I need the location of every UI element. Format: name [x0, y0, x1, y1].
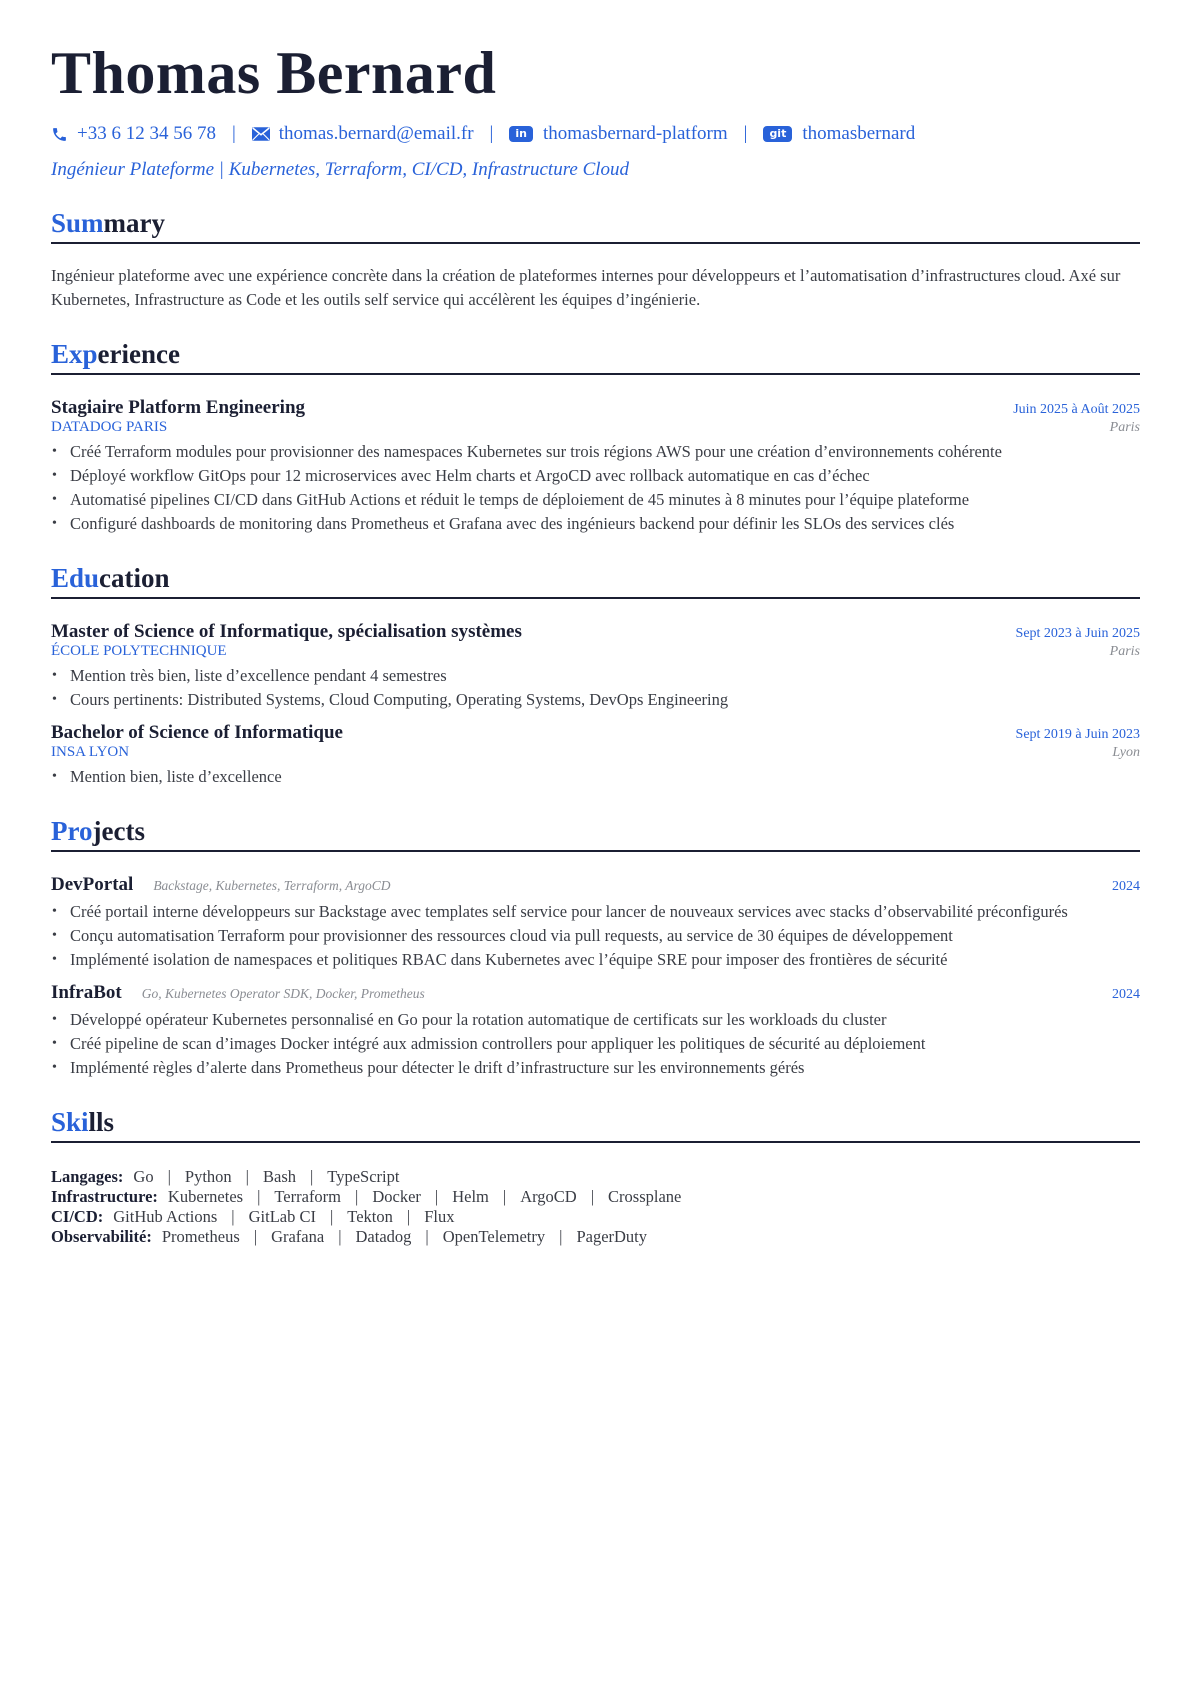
email-address: thomas.bernard@email.fr — [278, 123, 474, 144]
project-bullets — [51, 900, 1140, 972]
project-title: DevPortal — [51, 874, 134, 895]
skill-item: Kubernetes — [167, 1187, 244, 1206]
degree-bullets — [51, 765, 1140, 789]
git-icon: git — [763, 126, 792, 142]
skill-category: Infrastructure: — [51, 1187, 158, 1206]
project-tech: Backstage, Kubernetes, Terraform, ArgoCD — [153, 878, 391, 893]
skill-row — [51, 1167, 1140, 1187]
list-item: • Mention très bien, liste d’excellence pendant 4 semestres — [51, 664, 1140, 688]
candidate-name — [51, 38, 1140, 108]
headline: Ingénieur Plateforme | Kubernetes, Terraform, CI/CD, Infrastructure Cloud — [51, 159, 630, 180]
separator: | — [590, 1187, 595, 1206]
last-name: Bernard — [276, 40, 497, 106]
skill-category: Langages: — [51, 1167, 124, 1186]
heading-accent: Edu — [51, 563, 100, 593]
skill-item: Terraform — [274, 1187, 342, 1206]
github-contact[interactable] — [763, 123, 915, 145]
school-name: ÉCOLE POLYTECHNIQUE — [51, 643, 227, 659]
skill-item: Tekton — [347, 1207, 393, 1226]
project-title: InfraBot — [51, 982, 122, 1003]
list-item: • Mention bien, liste d’excellence — [51, 765, 1140, 789]
separator: | — [329, 1207, 334, 1226]
experience-heading — [51, 338, 1140, 375]
skill-item: TypeScript — [327, 1167, 400, 1186]
skill-item: Flux — [424, 1207, 455, 1226]
list-item: • Automatisé pipelines CI/CD dans GitHub Actions et réduit le temps de déploiement de 45 minutes à 8 minutes pour l’équipe plateforme — [51, 488, 1140, 512]
degree-dates: Sept 2023 à Juin 2025 — [1015, 626, 1140, 641]
phone-number: +33 6 12 34 56 78 — [77, 123, 216, 144]
skill-category: Observabilité: — [51, 1227, 152, 1246]
job-bullets — [51, 440, 1140, 536]
degree-dates: Sept 2019 à Juin 2023 — [1015, 727, 1140, 742]
skill-item: Datadog — [355, 1227, 412, 1246]
separator: | — [489, 123, 494, 144]
company-name: DATADOG PARIS — [51, 419, 168, 435]
separator: | — [559, 1227, 563, 1246]
school-name: INSA LYON — [51, 744, 130, 760]
list-item: • Configuré dashboards de monitoring dans Prometheus et Grafana avec des ingénieurs backend pour définir les SLOs des services clés — [51, 512, 1140, 536]
school-location: Lyon — [1112, 745, 1140, 760]
skill-item: Go — [133, 1167, 154, 1186]
skill-item: Grafana — [271, 1227, 325, 1246]
education-entry — [51, 621, 1140, 712]
separator: | — [253, 1227, 258, 1246]
list-item: • Créé Terraform modules pour provisionner des namespaces Kubernetes sur trois régions AWS pour une création d’environnements cohérente — [51, 440, 1140, 464]
list-item: • Implémenté isolation de namespaces et politiques RBAC dans Kubernetes avec l’équipe SRE pour imposer des frontières de sécurité — [51, 948, 1140, 972]
skill-row — [51, 1207, 1140, 1227]
skill-row — [51, 1227, 1140, 1247]
job-location: Paris — [1109, 420, 1140, 435]
separator: | — [502, 1187, 507, 1206]
separator: | — [231, 123, 236, 144]
heading-accent: Exp — [51, 339, 98, 369]
linkedin-contact[interactable] — [509, 123, 727, 145]
degree-title: Master of Science of Informatique, spécialisation systèmes — [51, 621, 522, 642]
skill-category: CI/CD: — [51, 1207, 104, 1226]
heading-rest: mary — [103, 208, 166, 238]
list-item: • Créé portail interne développeurs sur Backstage avec templates self service pour lancer de nouveaux services avec stacks d’observabilité préconfigurés — [51, 900, 1140, 924]
skill-item: ArgoCD — [520, 1187, 577, 1206]
education-entry — [51, 722, 1140, 789]
projects-heading — [51, 815, 1140, 852]
separator: | — [167, 1167, 171, 1186]
separator: | — [434, 1187, 439, 1206]
education-heading — [51, 562, 1140, 599]
separator: | — [338, 1227, 342, 1246]
separator: | — [245, 1167, 249, 1186]
skill-item: Bash — [262, 1167, 296, 1186]
heading-accent: Sum — [51, 208, 104, 238]
github-handle: thomasbernard — [802, 123, 916, 144]
skill-item: Docker — [372, 1187, 421, 1206]
separator: | — [355, 1187, 359, 1206]
school-location: Paris — [1109, 644, 1140, 659]
skill-item: OpenTelemetry — [442, 1227, 546, 1246]
degree-bullets — [51, 664, 1140, 712]
skill-item: GitHub Actions — [113, 1207, 218, 1226]
email-contact[interactable] — [252, 123, 474, 145]
project-entry — [51, 874, 1140, 972]
separator: | — [743, 123, 748, 144]
list-item: • Déployé workflow GitOps pour 12 microservices avec Helm charts et ArgoCD avec rollback automatique en cas d’échec — [51, 464, 1140, 488]
linkedin-handle: thomasbernard-platform — [542, 123, 728, 144]
degree-title: Bachelor of Science of Informatique — [51, 722, 343, 743]
separator: | — [309, 1167, 314, 1186]
skill-item: Python — [184, 1167, 232, 1186]
phone-contact[interactable] — [51, 123, 216, 145]
contact-bar — [51, 122, 1140, 146]
skills-heading — [51, 1106, 1140, 1143]
summary-heading — [51, 207, 1140, 244]
list-item: • Créé pipeline de scan d’images Docker intégré aux admission controllers pour appliquer les politiques de sécurité au déploiement — [51, 1032, 1140, 1056]
list-item: • Conçu automatisation Terraform pour provisionner des ressources cloud via pull requests, au service de 30 équipes de développement — [51, 924, 1140, 948]
project-year: 2024 — [1112, 987, 1140, 1002]
separator: | — [406, 1207, 411, 1226]
linkedin-icon: in — [509, 126, 533, 142]
project-tech: Go, Kubernetes Operator SDK, Docker, Prometheus — [141, 986, 425, 1001]
project-bullets — [51, 1008, 1140, 1080]
skill-item: Prometheus — [161, 1227, 240, 1246]
skill-row — [51, 1187, 1140, 1207]
project-year: 2024 — [1112, 879, 1140, 894]
heading-rest: jects — [92, 816, 145, 846]
job-title: Stagiaire Platform Engineering — [51, 397, 306, 418]
heading-accent: Pro — [51, 816, 93, 846]
skill-item: Crossplane — [608, 1187, 682, 1206]
heading-accent: Ski — [51, 1107, 89, 1137]
skill-item: Helm — [452, 1187, 489, 1206]
phone-icon — [51, 126, 68, 143]
experience-entry — [51, 397, 1140, 536]
list-item: • Implémenté règles d’alerte dans Prometheus pour détecter le drift d’infrastructure sur les environnements gérés — [51, 1056, 1140, 1080]
heading-rest: cation — [99, 563, 170, 593]
separator: | — [425, 1227, 429, 1246]
summary-text: Ingénieur plateforme avec une expérience concrète dans la création de plateformes internes pour développeurs et l’automatisation d’infrastructures cloud. Axé sur Kubernetes, Infrastructure as Code et les outils self service qui accélèrent les équipes d’ingénierie. — [51, 266, 1121, 309]
list-item: • Cours pertinents: Distributed Systems, Cloud Computing, Operating Systems, DevOps Engineering — [51, 688, 1140, 712]
separator: | — [257, 1187, 261, 1206]
list-item: • Développé opérateur Kubernetes personnalisé en Go pour la rotation automatique de certificats sur les workloads du cluster — [51, 1008, 1140, 1032]
envelope-icon — [252, 127, 270, 141]
heading-rest: lls — [88, 1107, 115, 1137]
skill-item: PagerDuty — [576, 1227, 648, 1246]
heading-rest: erience — [97, 339, 180, 369]
first-name: Thomas — [51, 40, 261, 106]
skills-list — [51, 1167, 1140, 1247]
separator: | — [231, 1207, 235, 1226]
job-dates: Juin 2025 à Août 2025 — [1013, 402, 1140, 417]
skill-item: GitLab CI — [248, 1207, 316, 1226]
project-entry — [51, 982, 1140, 1080]
